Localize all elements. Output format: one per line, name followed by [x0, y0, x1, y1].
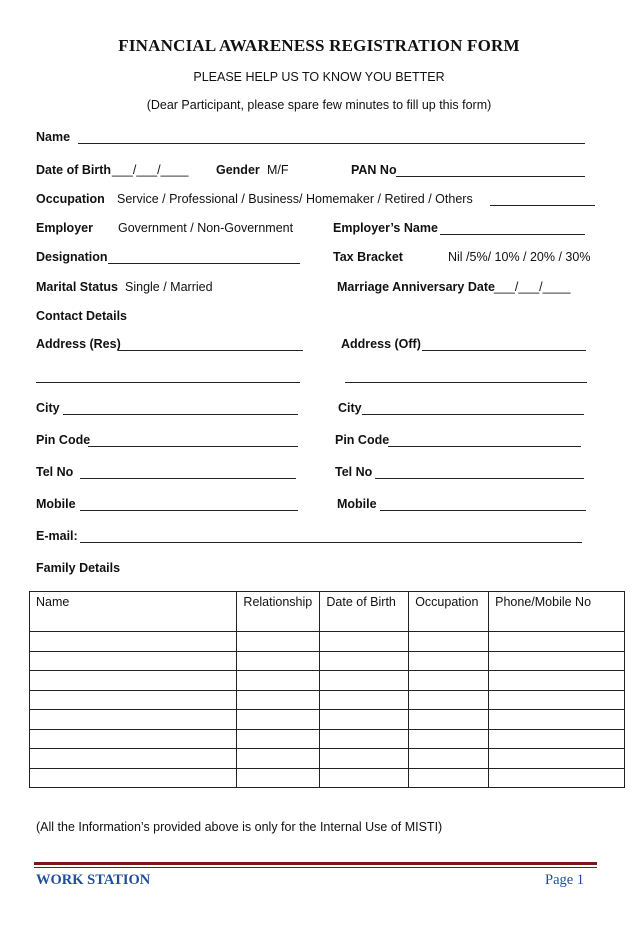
designation-field[interactable]	[108, 263, 300, 264]
col-dob-header: Date of Birth	[320, 592, 409, 632]
mobile-res-field[interactable]	[80, 510, 298, 511]
designation-label: Designation	[36, 250, 108, 264]
table-cell[interactable]	[30, 768, 237, 788]
mobile-off-field[interactable]	[380, 510, 586, 511]
footnote: (All the Information’s provided above is only for the Internal Use of MISTI)	[36, 820, 443, 834]
dob-label: Date of Birth	[36, 163, 111, 177]
col-relationship-header: Relationship	[237, 592, 320, 632]
table-cell[interactable]	[30, 690, 237, 710]
city-res-field[interactable]	[63, 414, 298, 415]
contact-details-heading: Contact Details	[36, 309, 127, 323]
table-row	[30, 671, 625, 691]
mobile-res-label: Mobile	[36, 497, 76, 511]
form-title: FINANCIAL AWARENESS REGISTRATION FORM	[118, 36, 520, 55]
table-cell[interactable]	[409, 729, 489, 749]
table-cell[interactable]	[320, 710, 409, 730]
address-res-field[interactable]	[118, 350, 303, 351]
table-cell[interactable]	[320, 671, 409, 691]
email-field[interactable]	[80, 542, 582, 543]
table-row	[30, 651, 625, 671]
table-cell[interactable]	[30, 651, 237, 671]
tel-off-label: Tel No	[335, 465, 373, 479]
table-cell[interactable]	[30, 632, 237, 652]
gender-options[interactable]: M/F	[267, 163, 289, 177]
table-cell[interactable]	[237, 632, 320, 652]
table-cell[interactable]	[409, 671, 489, 691]
table-cell[interactable]	[237, 768, 320, 788]
employer-options[interactable]: Government / Non-Government	[118, 221, 294, 235]
address-off-label: Address (Off)	[341, 337, 421, 351]
table-cell[interactable]	[320, 729, 409, 749]
pan-field[interactable]	[396, 176, 585, 177]
mobile-off-label: Mobile	[337, 497, 377, 511]
table-cell[interactable]	[237, 710, 320, 730]
table-cell[interactable]	[489, 749, 625, 769]
table-cell[interactable]	[489, 710, 625, 730]
pin-off-field[interactable]	[388, 446, 581, 447]
family-details-heading: Family Details	[36, 561, 121, 575]
table-cell[interactable]	[489, 632, 625, 652]
page-number: Page 1	[545, 872, 585, 888]
table-cell[interactable]	[489, 690, 625, 710]
table-cell[interactable]	[409, 710, 489, 730]
name-label: Name	[36, 130, 71, 144]
name-field[interactable]	[78, 143, 585, 144]
table-cell[interactable]	[237, 690, 320, 710]
table-row	[30, 749, 625, 769]
city-res-label: City	[36, 401, 60, 415]
table-cell[interactable]	[409, 632, 489, 652]
col-phone-header: Phone/Mobile No	[489, 592, 625, 632]
address-off-line2[interactable]	[345, 382, 587, 383]
form-instruction: (Dear Participant, please spare few minutes to fill up this form)	[146, 98, 492, 112]
table-cell[interactable]	[489, 729, 625, 749]
table-cell[interactable]	[30, 710, 237, 730]
col-occupation-header: Occupation	[409, 592, 489, 632]
marital-status-label: Marital Status	[36, 280, 118, 294]
table-cell[interactable]	[320, 768, 409, 788]
tel-res-label: Tel No	[36, 465, 74, 479]
anniversary-label: Marriage Anniversary Date	[337, 280, 495, 294]
tax-bracket-label: Tax Bracket	[333, 250, 403, 264]
table-cell[interactable]	[237, 671, 320, 691]
form-subtitle: PLEASE HELP US TO KNOW YOU BETTER	[193, 70, 445, 84]
pan-label: PAN No	[351, 163, 397, 177]
gender-label: Gender	[216, 163, 260, 177]
table-cell[interactable]	[409, 651, 489, 671]
table-cell[interactable]	[30, 749, 237, 769]
employer-label: Employer	[36, 221, 93, 235]
pin-res-field[interactable]	[88, 446, 298, 447]
address-off-field[interactable]	[422, 350, 586, 351]
col-name-header: Name	[30, 592, 237, 632]
pin-res-label: Pin Code	[36, 433, 91, 447]
footer-left-text: WORK STATION	[36, 872, 151, 888]
table-cell[interactable]	[320, 690, 409, 710]
table-cell[interactable]	[409, 690, 489, 710]
table-cell[interactable]	[489, 651, 625, 671]
footer-rule	[34, 862, 597, 865]
employer-name-label: Employer’s Name	[333, 221, 438, 235]
table-cell[interactable]	[30, 671, 237, 691]
table-cell[interactable]	[489, 671, 625, 691]
table-row	[30, 729, 625, 749]
table-cell[interactable]	[320, 749, 409, 769]
table-cell[interactable]	[30, 729, 237, 749]
tax-bracket-options[interactable]: Nil /5%/ 10% / 20% / 30%	[448, 250, 591, 264]
family-table	[29, 591, 625, 788]
table-cell[interactable]	[320, 651, 409, 671]
pin-off-label: Pin Code	[335, 433, 390, 447]
table-cell[interactable]	[409, 768, 489, 788]
tel-off-field[interactable]	[375, 478, 584, 479]
table-row	[30, 710, 625, 730]
tel-res-field[interactable]	[80, 478, 296, 479]
occupation-label: Occupation	[36, 192, 105, 206]
city-off-label: City	[338, 401, 362, 415]
dob-field[interactable]: ___/___/____	[112, 163, 189, 177]
address-res-line2[interactable]	[36, 382, 300, 383]
marital-status-options[interactable]: Single / Married	[125, 280, 213, 294]
table-cell[interactable]	[237, 729, 320, 749]
table-cell[interactable]	[237, 651, 320, 671]
table-row	[30, 768, 625, 788]
footer-rule-thin	[34, 867, 597, 868]
table-cell[interactable]	[237, 749, 320, 769]
city-off-field[interactable]	[362, 414, 584, 415]
table-row	[30, 690, 625, 710]
table-cell[interactable]	[489, 768, 625, 788]
occupation-other-field[interactable]	[490, 205, 595, 206]
table-cell[interactable]	[409, 749, 489, 769]
address-res-label: Address (Res)	[36, 337, 121, 351]
occupation-options[interactable]: Service / Professional / Business/ Homemaker / Retired / Others	[117, 192, 473, 206]
employer-name-field[interactable]	[440, 234, 585, 235]
anniversary-field[interactable]: ___/___/____	[494, 280, 571, 294]
family-table-header	[30, 592, 625, 632]
email-label: E-mail:	[36, 529, 78, 543]
table-cell[interactable]	[320, 632, 409, 652]
table-row	[30, 632, 625, 652]
